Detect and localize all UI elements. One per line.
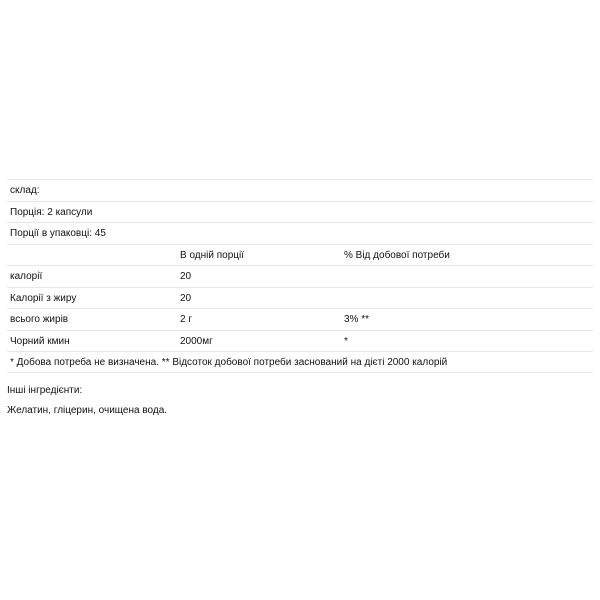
- nutrient-amount: 20: [180, 271, 192, 282]
- table-row: [7, 287, 593, 309]
- per-serving-header: В одній порції: [180, 249, 244, 261]
- nutrient-name: всього жирів: [10, 314, 69, 325]
- nutrition-facts-table: [7, 179, 593, 373]
- servings-per-container-row: [7, 222, 593, 244]
- composition-label: склад:: [10, 185, 40, 196]
- table-row: [7, 308, 593, 330]
- daily-value-header: % Від добової потреби: [344, 249, 450, 261]
- nutrient-name: Калорії з жиру: [10, 292, 77, 304]
- table-row: [7, 330, 593, 352]
- table-header-row: [7, 244, 593, 266]
- other-ingredients-title: Інші інгредієнти:: [7, 385, 83, 396]
- nutrient-amount: 20: [180, 292, 192, 304]
- serving-size-row: [7, 201, 593, 223]
- nutrient-name: Чорний кмин: [10, 335, 70, 347]
- serving-size: Порція: 2 капсули: [10, 206, 93, 218]
- nutrient-daily-value: *: [344, 335, 348, 347]
- other-ingredients-text: Желатин, гліцерин, очищена вода.: [7, 405, 168, 416]
- footnote: * Добова потреба не визначена. ** Відсоток добової потреби заснований на дієті 2000 калорій: [10, 357, 448, 368]
- footnote-row: [7, 351, 593, 373]
- composition-row: [7, 179, 593, 201]
- nutrient-amount: 2000мг: [180, 335, 213, 347]
- nutrient-name: калорії: [10, 271, 43, 282]
- servings-per-container: Порції в упаковці: 45: [10, 228, 106, 239]
- nutrient-daily-value: 3% **: [344, 314, 370, 325]
- nutrient-amount: 2 г: [180, 314, 192, 325]
- table-row: [7, 265, 593, 287]
